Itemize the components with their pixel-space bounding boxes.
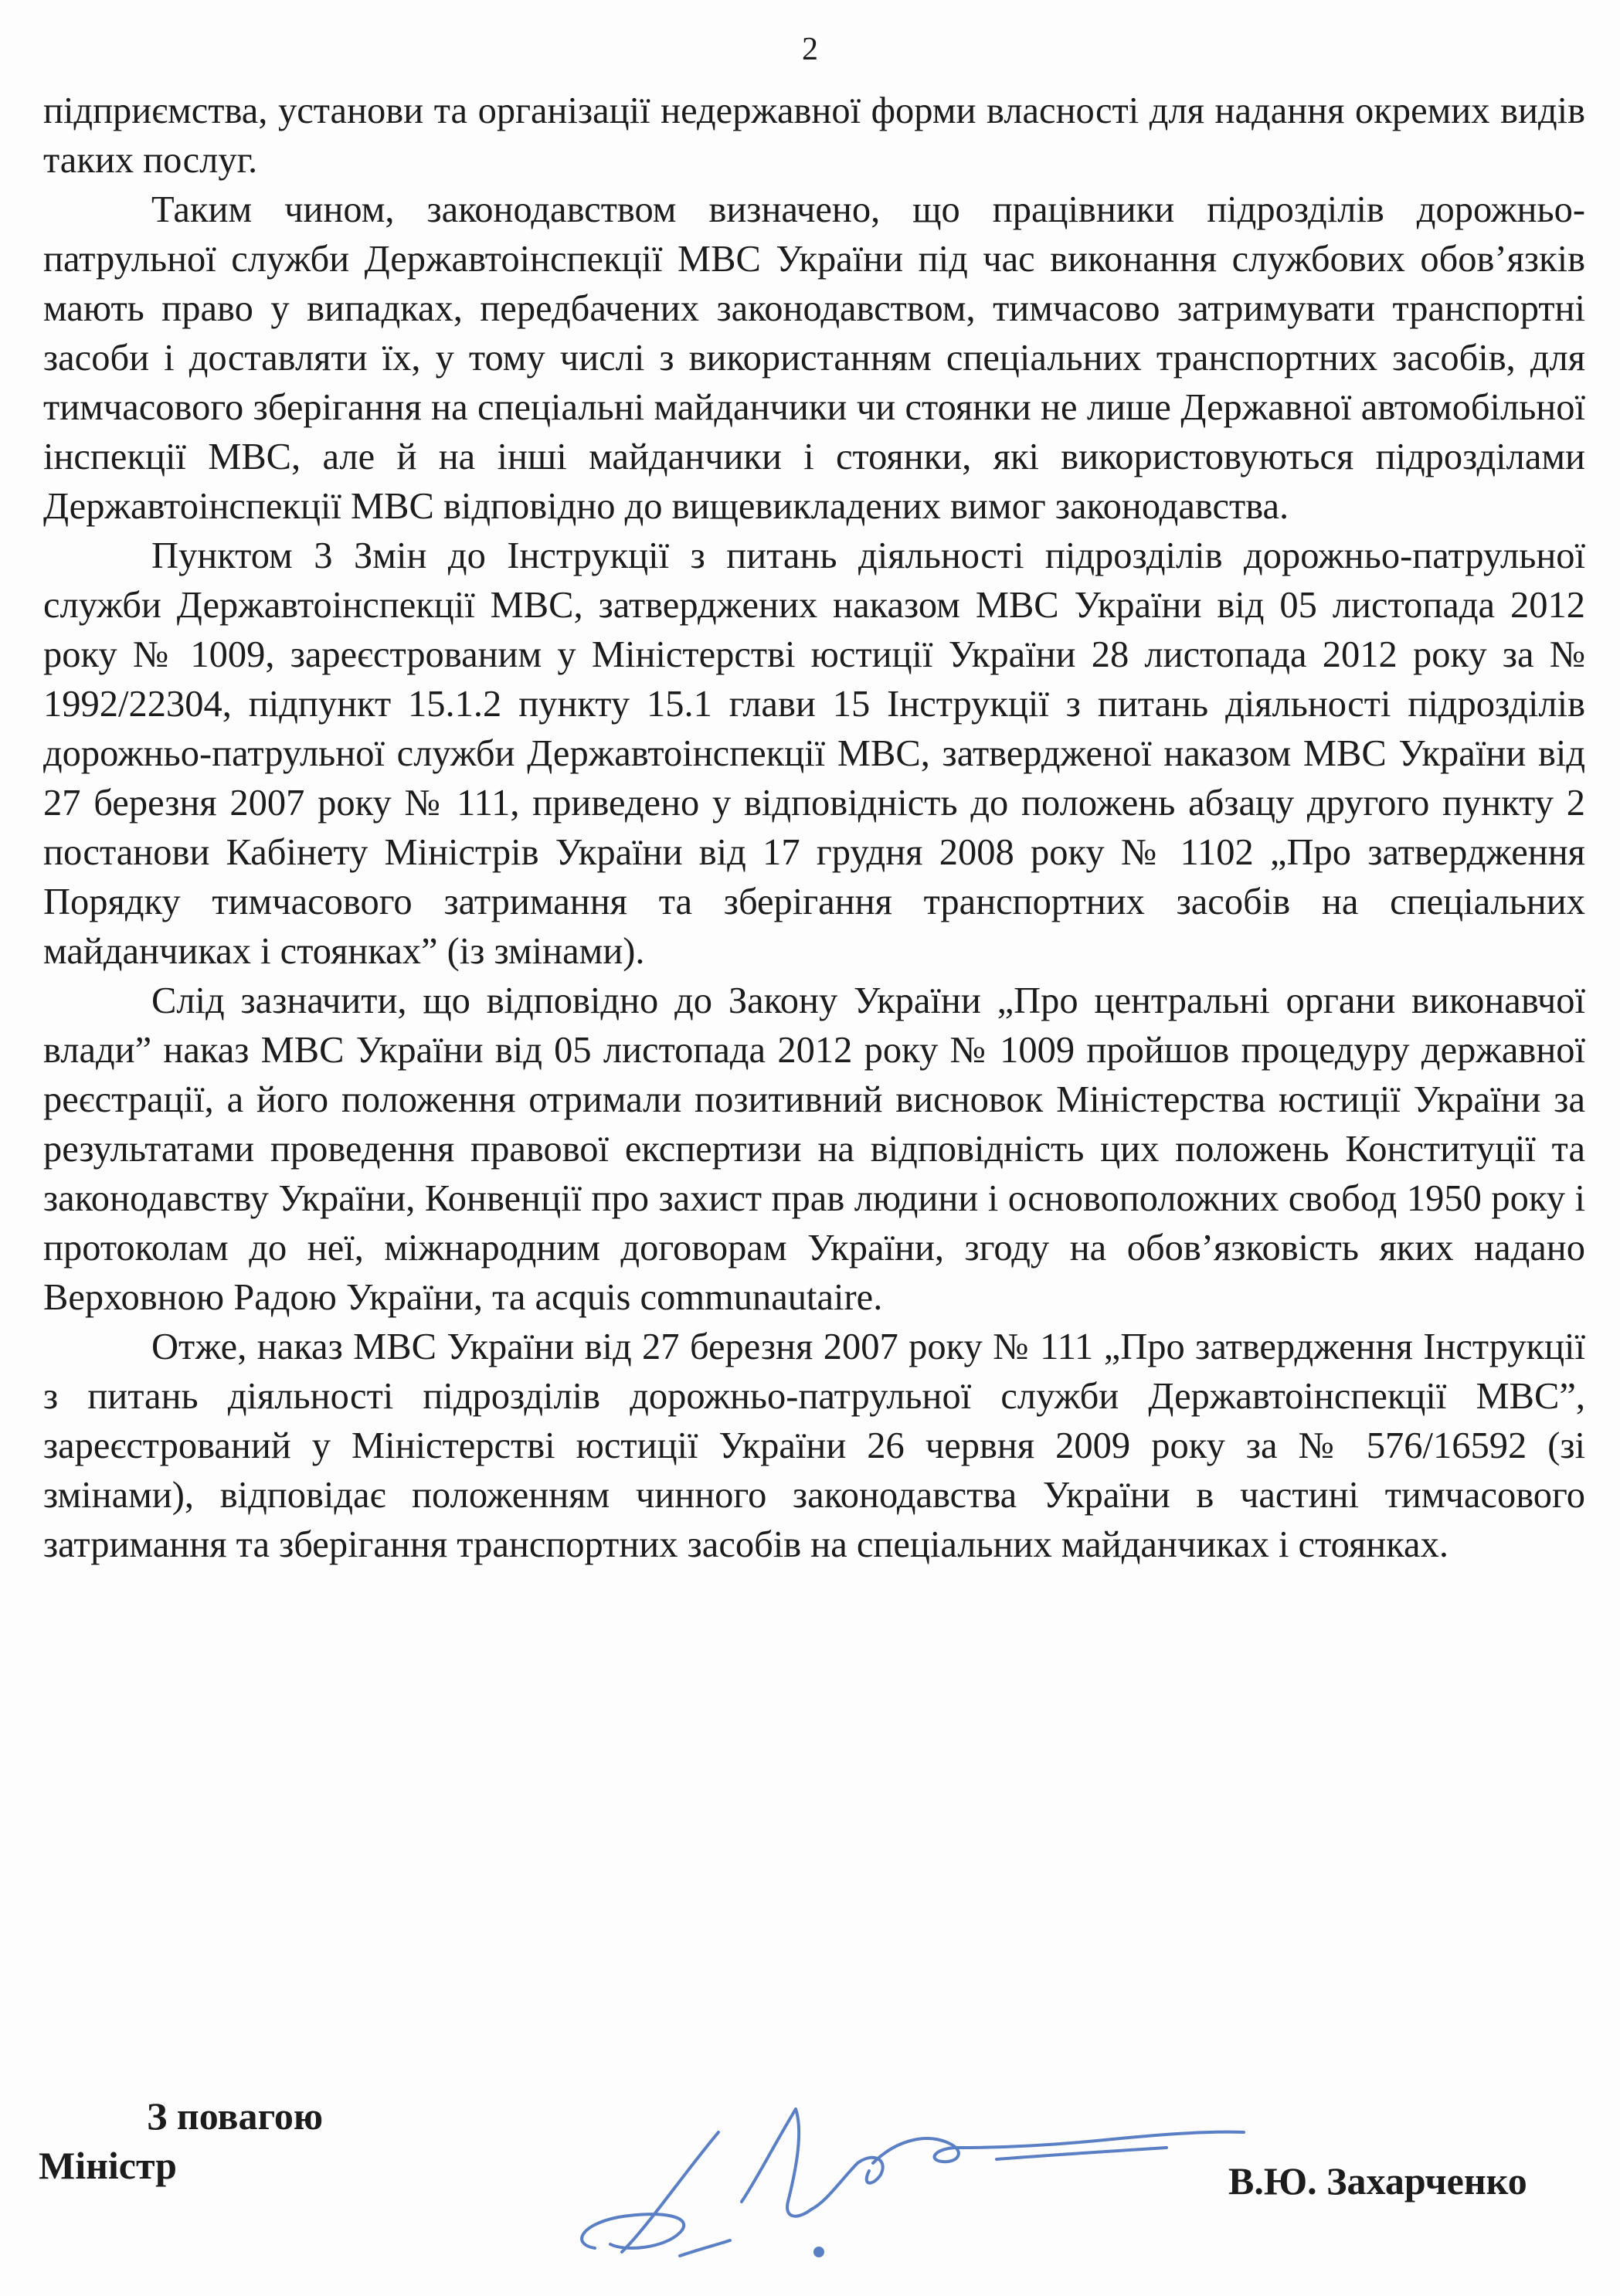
- paragraph: Пунктом 3 Змін до Інструкції з питань діяльності підрозділів дорожньо-патрульної служби Державтоінспекції МВС, затверджених наказом МВС України від 05 листопада 2012 року № 1009, зареєстрованим у Міністерстві юстиції України 28 листопада 2012 року за № 1992/22304, підпункт 15.1.2 пункту 15.1 глави 15 Інструкції з питань діяльності підрозділів дорожньо-патрульної служби Державтоінспекції МВС, затвердженої наказом МВС України від 27 березня 2007 року № 111, приведено у відповідність до положень абзацу другого пункту 2 постанови Кабінету Міністрів України від 17 грудня 2008 року № 1102 „Про затвердження Порядку тимчасового затримання та зберігання транспортних засобів на спеціальних майданчиках і стоянках” (із змінами).: [43, 535, 1585, 972]
- paragraph: Таким чином, законодавством визначено, що працівники підрозділів дорожньо-патрульної служби Державтоінспекції МВС України під час виконання службових обов’язків мають право у випадках, передбачених законодавством, тимчасово затримувати транспортні засоби і доставляти їх, у тому числі з використанням спеціальних транспортних засобів, для тимчасового зберігання на спеціальні майданчики чи стоянки не лише Державної автомобільної інспекції МВС, але й на інші майданчики і стоянки, які використовуються підрозділами Державтоінспекції МВС відповідно до вищевикладених вимог законодавства.: [43, 189, 1585, 527]
- signatory-title: Міністр: [39, 2144, 177, 2187]
- signatory-name: В.Ю. Захарченко: [1228, 2159, 1527, 2203]
- letter-body: [43, 87, 1585, 1570]
- paragraph: Слід зазначити, що відповідно до Закону України „Про центральні органи виконавчої влади” наказ МВС України від 05 листопада 2012 року № 1009 пройшов процедуру державної реєстрації, а його положення отримали позитивний висновок Міністерства юстиції України за результатами проведення правової експертизи на відповідність цих положень Конституції та законодавству України, Конвенції про захист прав людини і основоположних свобод 1950 року і протоколам до неї, міжнародним договорам України, згоду на обов’язковість яких надано Верховною Радою України, та acquis communautaire.: [43, 980, 1585, 1318]
- closing-regards: З повагою: [147, 2094, 324, 2138]
- paragraph: Отже, наказ МВС України від 27 березня 2007 року № 111 „Про затвердження Інструкції з питань діяльності підрозділів дорожньо-патрульної служби Державтоінспекції МВС”, зареєстрований у Міністерстві юстиції України 26 червня 2009 року за № 576/16592 (зі змінами), відповідає положенням чинного законодавства України в частині тимчасового затримання та зберігання транспортних засобів на спеціальних майданчиках і стоянках.: [43, 1326, 1585, 1565]
- handwritten-signature: [564, 2086, 1259, 2287]
- paragraph-continuation: підприємства, установи та організації недержавної форми власності для надання окремих видів таких послуг.: [43, 90, 1585, 181]
- page-number: 2: [802, 32, 818, 67]
- closing-block: [0, 2086, 1620, 2225]
